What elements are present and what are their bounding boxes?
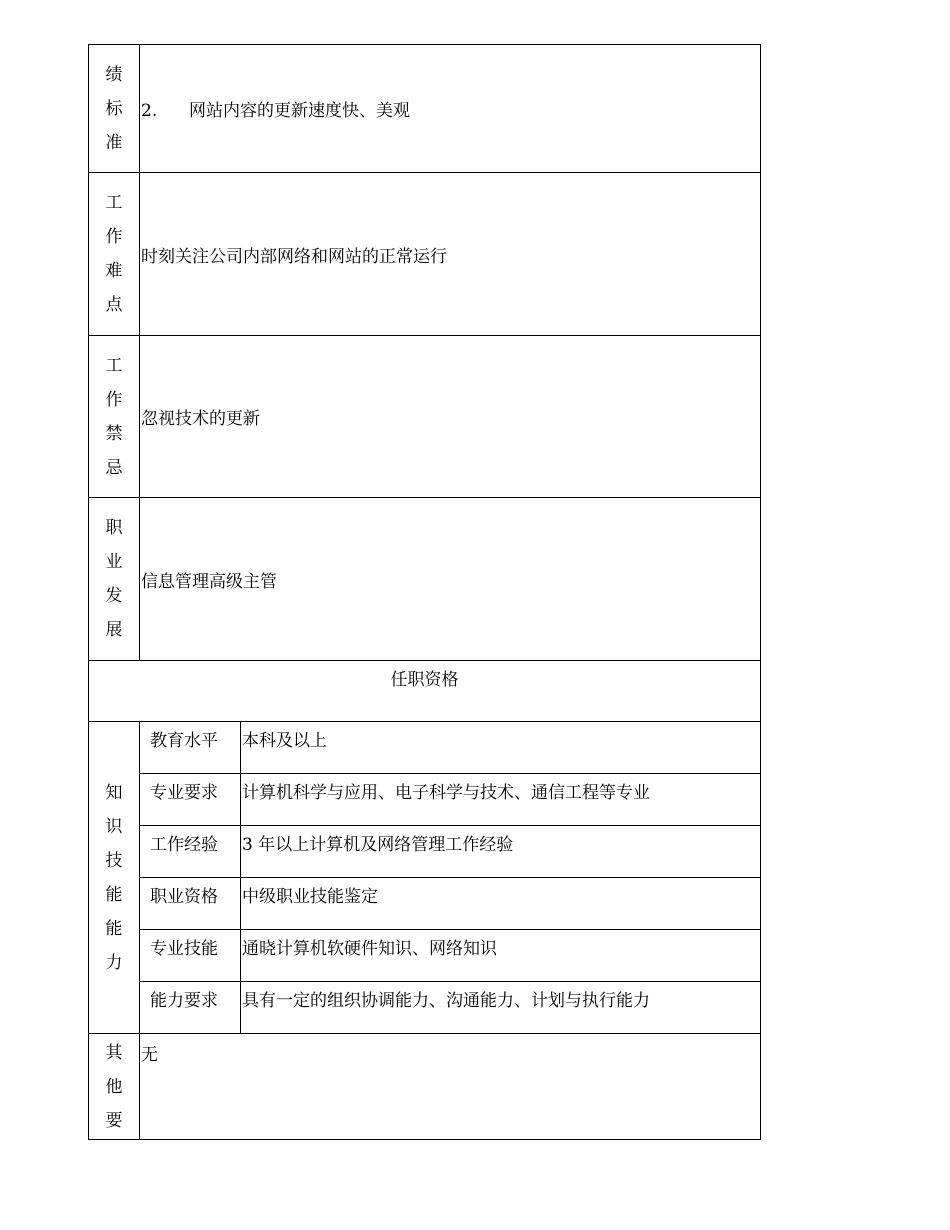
qualification-row bbox=[89, 826, 761, 878]
qualification-value: 本科及以上 bbox=[241, 722, 761, 774]
qualification-value: 计算机科学与应用、电子科学与技术、通信工程等专业 bbox=[241, 774, 761, 826]
qualifications-title: 任职资格 bbox=[89, 661, 761, 722]
career-row bbox=[89, 498, 761, 661]
qualification-label: 能力要求 bbox=[140, 982, 241, 1034]
qualifications-group-label bbox=[89, 722, 140, 1034]
qualification-row bbox=[89, 982, 761, 1034]
taboo-row bbox=[89, 336, 761, 498]
kpi-text: 网站内容的更新速度快、美观 bbox=[189, 101, 410, 121]
kpi-number: 2. bbox=[141, 101, 158, 121]
qualification-label: 工作经验 bbox=[140, 826, 241, 878]
qualification-label: 教育水平 bbox=[140, 722, 241, 774]
kpi-label-text: 绩 标 准 bbox=[105, 64, 123, 153]
qualification-value: 中级职业技能鉴定 bbox=[241, 878, 761, 930]
difficulty-label-text: 工 作 难 点 bbox=[105, 193, 123, 315]
qualification-label: 专业要求 bbox=[140, 774, 241, 826]
qualifications-group-label-text: 知 识 技 能 能 力 bbox=[105, 782, 123, 973]
difficulty-label bbox=[89, 173, 140, 336]
difficulty-row bbox=[89, 173, 761, 336]
career-label-text: 职 业 发 展 bbox=[105, 518, 123, 640]
qualification-value: 3 年以上计算机及网络管理工作经验 bbox=[241, 826, 761, 878]
qualification-label: 专业技能 bbox=[140, 930, 241, 982]
qualification-value: 通晓计算机软硬件知识、网络知识 bbox=[241, 930, 761, 982]
other-content: 无 bbox=[140, 1034, 761, 1140]
taboo-label bbox=[89, 336, 140, 498]
qualification-row bbox=[89, 774, 761, 826]
kpi-label bbox=[89, 45, 140, 173]
career-label bbox=[89, 498, 140, 661]
kpi-row bbox=[89, 45, 761, 173]
qualifications-title-row bbox=[89, 661, 761, 722]
career-content: 信息管理高级主管 bbox=[140, 498, 761, 661]
taboo-content: 忽视技术的更新 bbox=[140, 336, 761, 498]
qualification-row bbox=[89, 722, 761, 774]
kpi-content bbox=[140, 45, 761, 173]
taboo-label-text: 工 作 禁 忌 bbox=[105, 355, 123, 478]
qualification-label: 职业资格 bbox=[140, 878, 241, 930]
difficulty-content: 时刻关注公司内部网络和网站的正常运行 bbox=[140, 173, 761, 336]
qualification-value: 具有一定的组织协调能力、沟通能力、计划与执行能力 bbox=[241, 982, 761, 1034]
other-label bbox=[89, 1034, 140, 1140]
other-row bbox=[89, 1034, 761, 1140]
qualification-row bbox=[89, 878, 761, 930]
other-label-text: 其 他 要 bbox=[105, 1042, 123, 1131]
job-description-table bbox=[88, 44, 761, 1140]
qualification-row bbox=[89, 930, 761, 982]
